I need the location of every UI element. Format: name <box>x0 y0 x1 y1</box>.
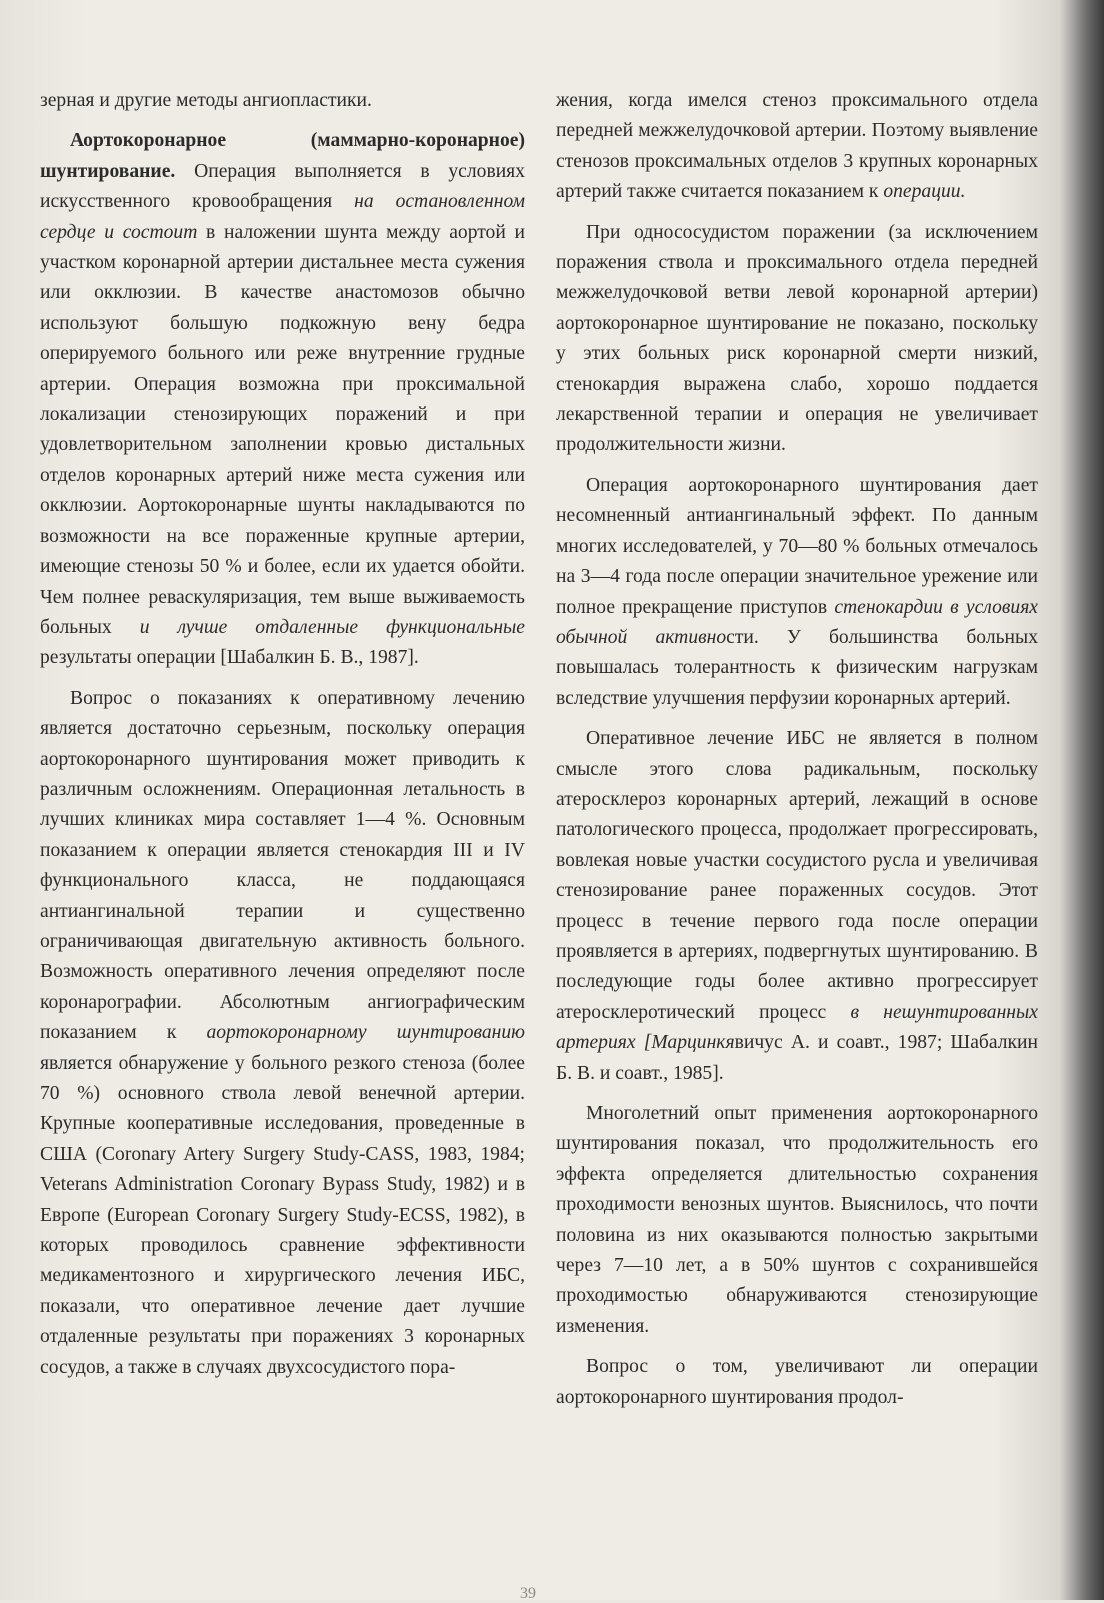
right-column <box>556 86 1038 1423</box>
paragraph: При однососудистом поражении (за исключением поражения ствола и проксимального отдела передней межжелудочковой ветви левой коронарной артерии) аортокоронарное шунтирование не показано, поскольку у этих больных риск коронарной смерти низкий, стенокардия выражена слабо, хорошо поддается лекарственной терапии и операция не увеличивает продолжительности жизни. <box>556 221 1038 456</box>
paragraph: Многолетний опыт применения аортокоронарного шунтирования показал, что продолжительность его эффекта определяется длительностью сохранения проходимости венозных шунтов. Выяснилось, что почти половина из них оказываются полностью закрытыми через 7—10 лет, а в 50% шунтов с сохранившейся проходимостью обнаруживаются стенозирующие изменения. <box>556 1103 1038 1337</box>
paragraph: Операция аортокоронарного шунтирования дает несомненный антиангинальный эффект. По данным многих исследователей, у 70—80 % больных отмечалось на 3—4 года после операции значительное урежение или полное прекращение приступов стенокардии в условиях обычной активности. У большинства больных повышалась толерантность к физическим нагрузкам вследствие улучшения перфузии коронарных артерий. <box>556 474 1039 709</box>
paragraph: Аортокоронарное (маммарно-коронарное) шунтирование. Операция выполняется в условиях искусственного кровообращения на остановленном сердце и состоит в наложении шунта между аортой и участком коронарной артерии дистальнее места сужения или окклюзии. В качестве анастомозов обычно используют большую подкожную вену бедра оперируемого больного или реже внутренние грудные артерии. Операция возможна при проксимальной локализации стенозирующих поражений и при удовлетворительном заполнении кровью дистальных отделов коронарных артерий ниже места сужения или окклюзии. Аортокоронарные шунты накладываются по возможности на все пораженные крупные артерии, имеющие стенозы 50 % и более, если их удается обойти. Чем полнее реваскуляризация, тем выше выживаемость больных и лучше отдаленные функциональные результаты операции [Шабалкин Б. В., 1987]. <box>40 130 526 669</box>
paragraph: жения, когда имелся стеноз проксимального отдела передней межжелудочковой артерии. Поэтому выявление стенозов проксимальных отделов 3 крупных коронарных артерий также считается показанием к операции. <box>556 90 1038 203</box>
paragraph: зерная и другие методы ангиопластики. <box>40 90 372 111</box>
paragraph: Вопрос о показаниях к оперативному лечению является достаточно серьезным, поскольку операция аортокоронарного шунтирования может приводить к различным осложнениям. Операционная летальность в лучших клиниках мира составляет 1—4 %. Основным показанием к операции является стенокардия III и IV функционального класса, не поддающаяся антиангинальной терапии и существенно ограничивающая двигательную активность больного. Возможность оперативного лечения определяют после коронарографии. Абсолютным ангиографическим показанием к аортокоронарному шунтированию является обнаружение у больного резкого стеноза (более 70 %) основного ствола левой венечной артерии. Крупные кооперативные исследования, проведенные в США (Coronary Artery Surgery Study-CASS, 1983, 1984; Veterans Administration Coronary Bypass Study, 1982) и в Европе (European Coronary Surgery Study-ECSS, 1982), в которых проводилось сравнение эффективности медикаментозного и хирургического лечения ИБС, показали, что оперативное лечение дает лучшие отдаленные результаты при поражениях 3 коронарных сосудов, а также в случаях двухсосудистого пора- <box>40 687 525 1378</box>
section-heading: Аортокоронарное (маммарно-коронарное) шунтирование. <box>40 130 525 182</box>
paragraph: Вопрос о том, увеличивают ли операции аортокоронарного шунтирования продол- <box>556 1356 1038 1408</box>
page-number: 39 <box>520 1585 536 1602</box>
paragraph: Оперативное лечение ИБС не является в полном смысле этого слова радикальным, поскольку атеросклероз коронарных артерий, лежащий в основе патологического процесса, продолжает прогрессировать, вовлекая новые участки сосудистого русла и увеличивая стенозирование ранее пораженных сосудов. Этот процесс в течение первого года после операции проявляется в артериях, подвергнутых шунтированию. В последующие годы более активно прогрессирует атеросклеротический процесс в нешунтированных артериях [Марцинкявичус А. и соавт., 1987; Шабалкин Б. В. и соавт., 1985]. <box>556 728 1038 1084</box>
left-column <box>40 86 525 1393</box>
